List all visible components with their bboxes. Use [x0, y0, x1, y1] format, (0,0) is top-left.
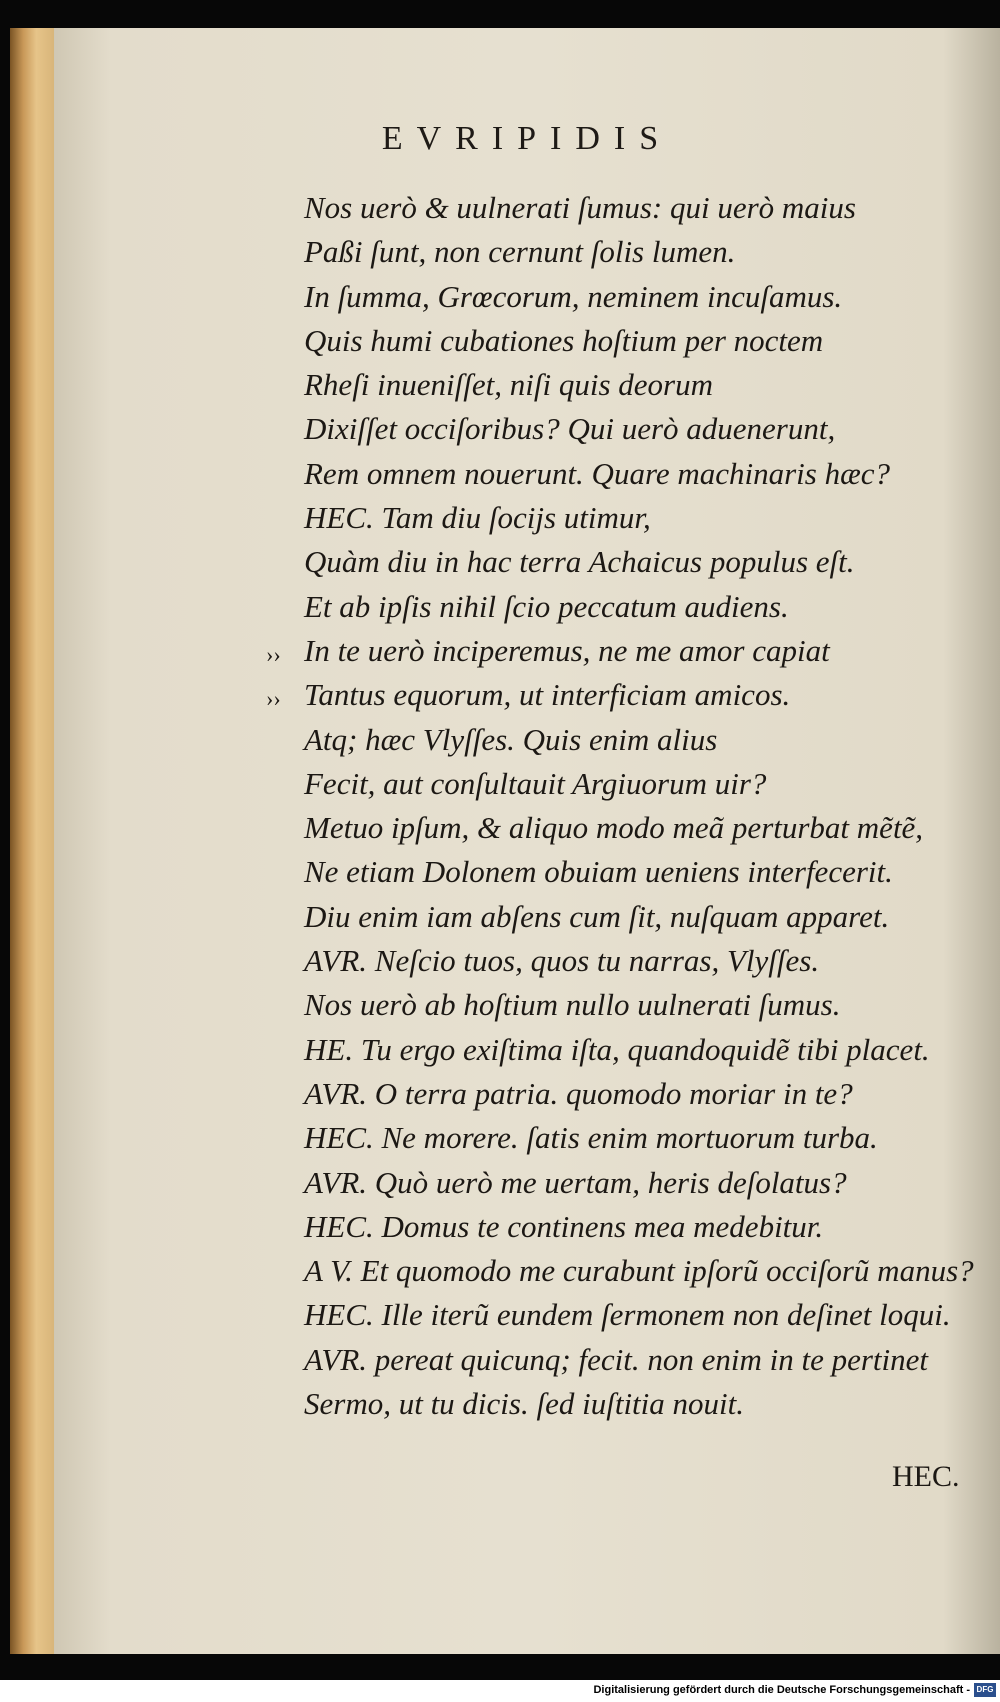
line-text: HEC. Tam diu ſocijs utimur,: [304, 500, 651, 536]
text-block: [266, 186, 984, 1426]
text-line: [304, 363, 984, 407]
line-text: Rem omnem nouerunt. Quare machinaris hæc?: [304, 455, 891, 491]
line-text: Atq; hæc Vlyſſes. Quis enim alius: [304, 721, 718, 757]
page: [54, 28, 1000, 1654]
quotation-marker: ››: [266, 641, 281, 667]
text-line: [266, 673, 984, 717]
text-line: [304, 1249, 984, 1293]
line-text: AVR. pereat quicunq; fecit. non enim in te pertinet: [304, 1341, 929, 1377]
text-line: [304, 1161, 984, 1205]
text-line: [304, 718, 984, 762]
line-text: Fecit, aut conſultauit Argiuorum uir?: [304, 765, 767, 801]
line-text: Quis humi cubationes hoſtium per noctem: [304, 322, 824, 358]
text-line: [304, 1072, 984, 1116]
text-line: [304, 585, 984, 629]
line-text: Ne etiam Dolonem obuiam ueniens interfecerit.: [304, 854, 893, 890]
text-line: [304, 1382, 984, 1426]
line-text: A V. Et quomodo me curabunt ipſorũ occiſorũ manus?: [304, 1253, 974, 1289]
text-line: [304, 895, 984, 939]
line-text: HE. Tu ergo exiſtima iſta, quandoquidẽ tibi placet.: [304, 1031, 930, 1067]
text-line: [266, 629, 984, 673]
text-line: [304, 275, 984, 319]
text-line: [304, 1293, 984, 1337]
text-line: [304, 319, 984, 363]
line-text: In te uerò inciperemus, ne me amor capiat: [304, 632, 830, 668]
line-text: AVR. O terra patria. quomodo moriar in te?: [304, 1075, 853, 1111]
line-text: AVR. Quò uerò me uertam, heris deſolatus?: [304, 1164, 847, 1200]
footer-credit: Digitalisierung gefördert durch die Deutsche Forschungsgemeinschaft -: [593, 1684, 970, 1696]
text-line: [304, 939, 984, 983]
catchword: HEC.: [892, 1460, 960, 1493]
line-text: Tantus equorum, ut interficiam amicos.: [304, 677, 791, 713]
line-text: Dixiſſet occiſoribus? Qui uerò aduenerunt,: [304, 411, 836, 447]
text-line: [304, 407, 984, 451]
line-text: Sermo, ut tu dicis. ſed iuſtitia nouit.: [304, 1386, 745, 1422]
line-text: Quàm diu in hac terra Achaicus populus eſt.: [304, 544, 855, 580]
text-line: [304, 186, 984, 230]
text-line: [304, 540, 984, 584]
text-line: [304, 452, 984, 496]
text-line: [304, 850, 984, 894]
text-line: [304, 983, 984, 1027]
text-line: [304, 1205, 984, 1249]
line-text: Metuo ipſum, & aliquo modo meã perturbat mẽtẽ,: [304, 810, 924, 846]
book-page-edge: [10, 28, 54, 1654]
running-title: EVRIPIDIS: [381, 120, 673, 157]
text-line: [304, 1028, 984, 1072]
text-line: [304, 1116, 984, 1160]
footer-bar: [0, 1680, 1000, 1702]
dfg-logo: DFG: [974, 1683, 996, 1697]
line-text: HEC. Domus te continens mea medebitur.: [304, 1208, 824, 1244]
line-text: In ſumma, Grœcorum, neminem incuſamus.: [304, 278, 843, 314]
line-text: Et ab ipſis nihil ſcio peccatum audiens.: [304, 588, 789, 624]
line-text: HEC. Ne morere. ſatis enim mortuorum turba.: [304, 1120, 878, 1156]
line-text: Nos uerò & uulnerati ſumus: qui uerò maius: [304, 190, 856, 225]
line-text: HEC. Ille iterũ eundem ſermonem non deſinet loqui.: [304, 1297, 951, 1333]
quotation-marker: ››: [266, 686, 281, 712]
book-scan: [10, 28, 1000, 1654]
text-line: [304, 806, 984, 850]
line-text: Rheſi inueniſſet, niſi quis deorum: [304, 367, 713, 403]
line-text: Diu enim iam abſens cum ſit, nuſquam apparet.: [304, 898, 890, 934]
text-line: [304, 230, 984, 274]
line-text: AVR. Neſcio tuos, quos tu narras, Vlyſſes.: [304, 943, 820, 979]
line-text: Paßi ſunt, non cernunt ſolis lumen.: [304, 234, 736, 270]
text-line: [304, 496, 984, 540]
text-line: [304, 762, 984, 806]
line-text: Nos uerò ab hoſtium nullo uulnerati ſumus.: [304, 987, 841, 1023]
text-line: [304, 1338, 984, 1382]
